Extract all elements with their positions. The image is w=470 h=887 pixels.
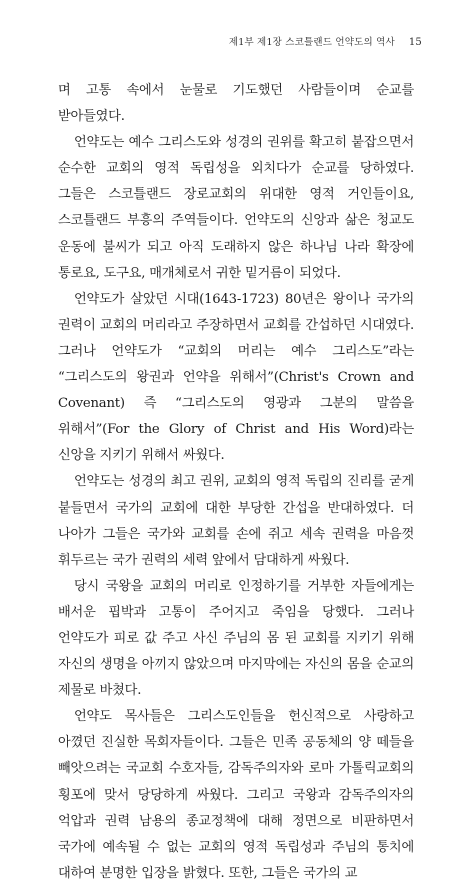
page-number: 15 — [408, 37, 422, 48]
paragraph: 언약도는 예수 그리스도와 성경의 권위를 확고히 붙잡으면서 순수한 교회의 영적 독립성을 외치다가 순교를 당하였다. 그들은 스코틀랜드 장로교회의 위대한 영적 거인들이요, 스코틀랜드 부흥의 주역들이다. 언약도의 신앙과 삶은 청교도 운동에 불씨가 되고 아직 도래하지 않은 하나님 나라 확장에 통로요, 도구요, 매개체로서 귀한 밑거름이 되었다. — [58, 135, 414, 281]
paragraph: 언약도 목사들은 그리스도인들을 헌신적으로 사랑하고 아꼈던 진실한 목회자들이다. 그들은 민족 공동체의 양 떼들을 빼앗으려는 국교회 수호자들, 감독주의자와 로마 가톨릭교회의 횡포에 맞서 당당하게 싸웠다. 그리고 국왕과 감독주의자의 억압과 권력 남용의 종교정책에 대해 정면으로 비판하면서 국가에 예속될 수 없는 교회의 영적 독립성과 주님의 통치에 대하여 분명한 입장을 밝혔다. 또한, 그들은 국가의 교 — [58, 709, 414, 881]
paragraph: 며 고통 속에서 눈물로 기도했던 사람들이며 순교를 받아들였다. — [58, 83, 414, 125]
paragraph: 언약도는 성경의 최고 권위, 교회의 영적 독립의 진리를 굳게 붙들면서 국가의 교회에 대한 부당한 간섭을 반대하였다. 더 나아가 그들은 국가와 교회를 손에 쥐고 세속 권력을 마음껏 휘두르는 국가 권력의 세력 앞에서 담대하게 싸웠다. — [58, 474, 414, 568]
paragraph: 언약도가 살았던 시대(1643-1723) 80년은 왕이나 국가의 권력이 교회의 머리라고 주장하면서 교회를 간섭하던 시대였다. 그러나 언약도가 “교회의 머리는 예수 그리스도”라는 “그리스도의 왕권과 언약을 위해서”(Christ's Crown and Covenant) 즉 “그리스도의 영광과 그분의 말씀을 위해서”(For the Glory of Christ and His Word)라는 신앙을 지키기 위해서 싸웠다. — [58, 291, 414, 464]
running-header — [60, 34, 422, 52]
body-text — [58, 78, 414, 887]
chapter-title: 제1부 제1장 스코틀랜드 언약도의 역사 — [228, 37, 395, 48]
paragraph: 당시 국왕을 교회의 머리로 인정하기를 거부한 자들에게는 배서운 핍박과 고통이 주어지고 죽임을 당했다. 그러나 언약도가 피로 값 주고 사신 주님의 몸 된 교회를 지키기 위해 자신의 생명을 아끼지 않았으며 마지막에는 자신의 몸을 순교의 제물로 바쳤다. — [58, 578, 414, 699]
